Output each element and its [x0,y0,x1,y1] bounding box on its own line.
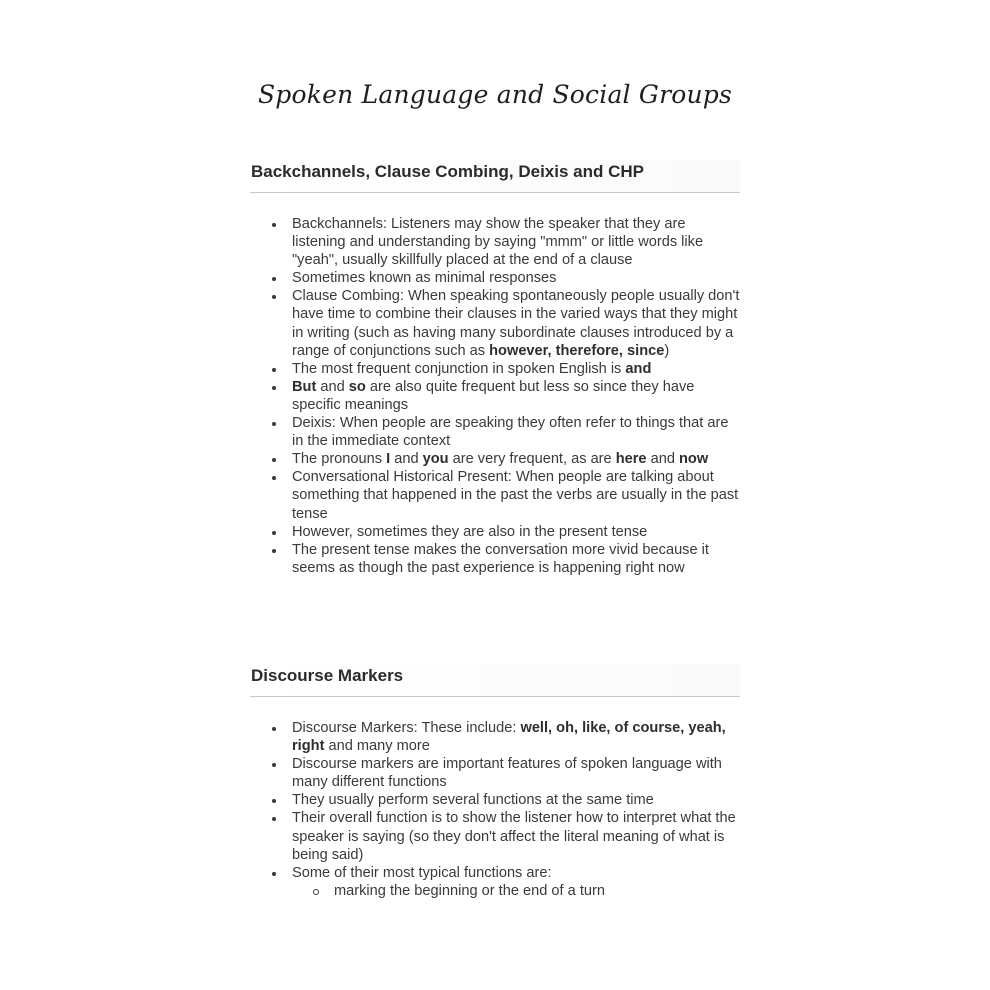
list-item [292,864,740,900]
section-heading: Backchannels, Clause Combing, Deixis and CHP [250,160,740,193]
text-run: and many more [324,738,430,755]
bold-term: you [422,451,449,468]
text-run: Discourse Markers: These include: [292,720,521,736]
section-heading: Discourse Markers [250,664,740,697]
list-item [292,523,740,541]
text-run: Sometimes known as minimal responses [292,270,557,287]
bold-term: however, therefore, since [489,342,665,359]
text-run: Deixis: When people are speaking they often refer to things that are in the immediate context [292,415,729,450]
bold-term: I [386,451,391,468]
text-run: and [646,451,680,468]
text-run: Conversational Historical Present: When people are talking about something that happened in the past the verbs are usually in the past tense [292,469,739,522]
list-item [292,755,740,791]
bold-term: now [679,451,709,468]
bold-term: here [615,451,647,468]
bullet-list [250,215,740,577]
list-item [292,791,740,809]
list-item [292,378,740,414]
text-run: marking the beginning or the end of a turn [334,882,605,899]
bold-term: well, oh, like, of course, yeah, right [292,720,726,755]
list-item [292,468,740,522]
text-run: and [390,451,423,468]
sub-bullet-list [292,882,740,900]
text-run: are very frequent, as are [448,451,616,468]
document-title: Spoken Language and Social Groups [257,80,733,109]
list-item [292,269,740,287]
list-item [292,414,740,450]
text-run: They usually perform several functions at the same time [292,792,654,809]
bullet-list [250,719,740,900]
list-item [292,215,740,269]
text-run: The present tense makes the conversation more vivid because it seems as though the past experience is happening right now [292,541,709,576]
section-backchannels [250,160,740,577]
text-run: and [316,378,349,395]
text-run: Some of their most typical functions are: [292,864,552,881]
list-item [292,809,740,863]
text-run: ) [664,342,670,359]
list-item [292,360,740,378]
text-run: Clause Combing: When speaking spontaneously people usually don't have time to combine their clauses in the varied ways that they might in writing (such as having many subordinate clauses introduced by a range of conjunctions such as [292,288,740,359]
text-run: The pronouns [292,451,387,468]
bold-term: so [348,378,366,395]
list-item [292,450,740,468]
list-item [292,287,740,359]
text-run: Backchannels: Listeners may show the speaker that they are listening and understanding by saying "mmm" or little words like "yeah", usually skillfully placed at the end of a clause [292,216,704,269]
sub-list-item [334,882,740,900]
section-discourse-markers [250,664,740,900]
text-run: Their overall function is to show the listener how to interpret what the speaker is saying (so they don't affect the literal meaning of what is being said) [292,810,736,863]
list-item [292,541,740,577]
text-run: Discourse markers are important features of spoken language with many different functions [292,756,722,791]
bold-term: and [625,360,652,377]
text-run: However, sometimes they are also in the present tense [292,523,648,540]
text-run: The most frequent conjunction in spoken English is [292,360,626,377]
text-run: are also quite frequent but less so since they have specific meanings [292,378,695,413]
bold-term: But [292,378,317,395]
list-item [292,719,740,755]
